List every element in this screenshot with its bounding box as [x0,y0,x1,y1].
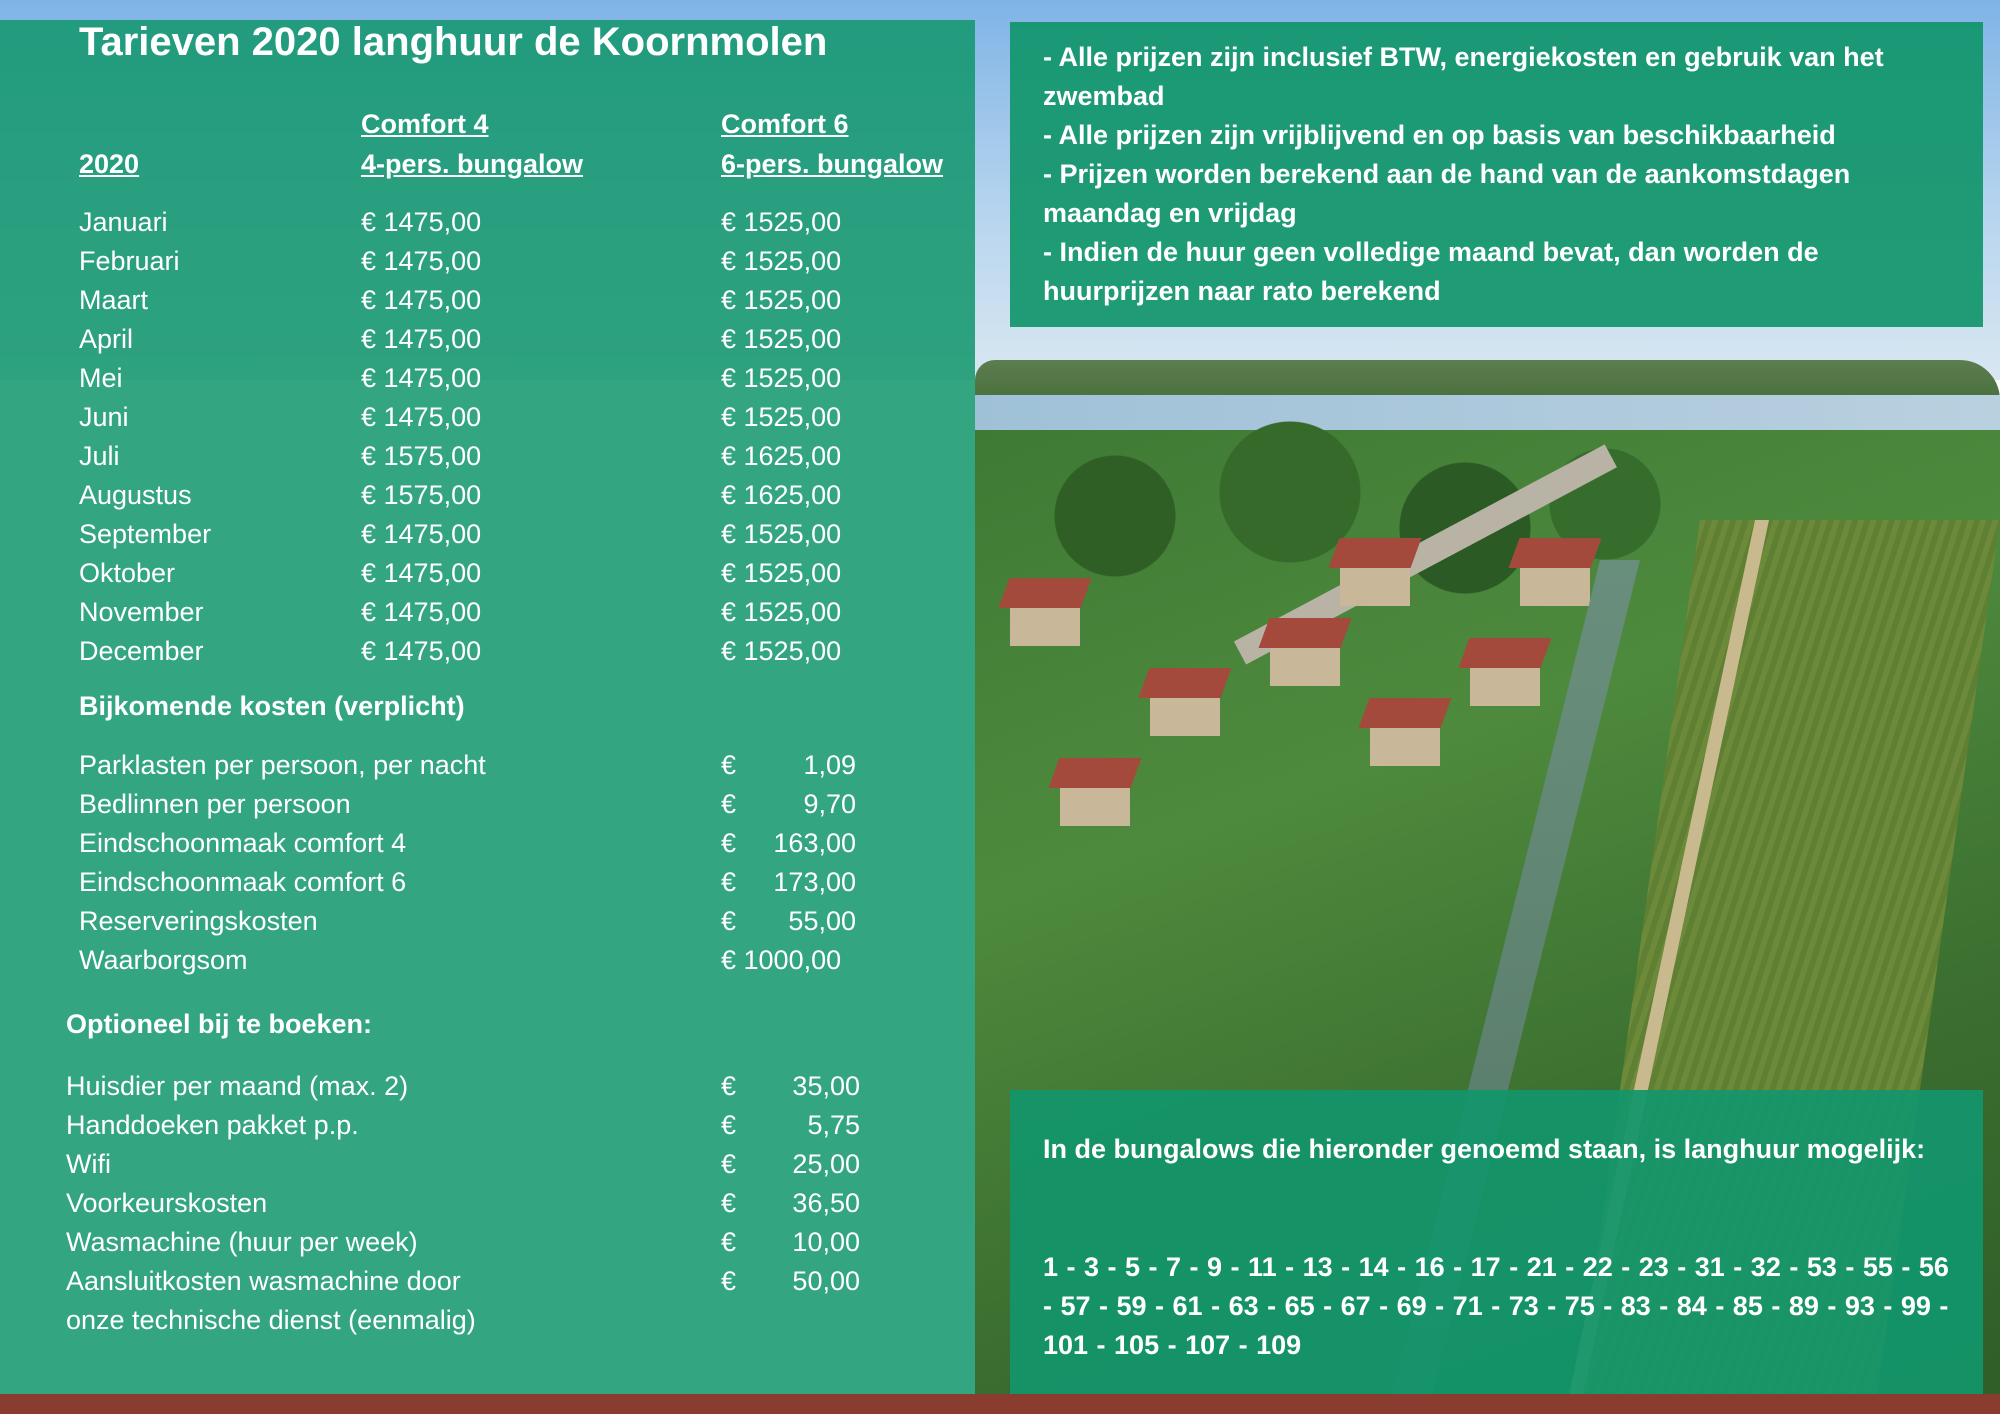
option-label: onze technische dienst (eenmalig) [66,1305,476,1335]
comfort6-price: € 1525,00 [721,285,842,315]
bungalows-intro: In de bungalows die hieronder genoemd staan, is langhuur mogelijk: [1043,1134,1926,1164]
bungalow-numbers: 1 - 3 - 5 - 7 - 9 - 11 - 13 - 14 - 16 - 17 - 21 - 22 - 23 - 31 - 32 - 53 - 55 - 56 - 57 - 59 - 61 - 63 - 65 - 67 - 69 - 71 - 73 - 75 - 83 - 84 - 85 - 89 - 93 - 99 - 101 - 105 - 107 - 109 [1043,1252,1949,1360]
month-label: December [79,636,204,666]
comfort4-price: € 1475,00 [361,246,482,276]
comfort6-price: € 1525,00 [721,246,842,276]
comfort4-price: € 1475,00 [361,636,482,666]
option-amount: 35,00 [792,1071,860,1101]
bungalow-roof [1470,660,1540,706]
comfort4-price: € 1475,00 [361,597,482,627]
option-amount: 25,00 [792,1149,860,1179]
cost-label: Waarborgsom [79,945,248,975]
bungalow-roof [1010,600,1080,646]
option-label: Huisdier per maand (max. 2) [66,1071,409,1101]
comfort6-price: € 1525,00 [721,402,842,432]
comfort6-price: € 1625,00 [721,480,842,510]
optional-heading: Optioneel bij te boeken: [66,1009,373,1039]
extra-costs-heading: Bijkomende kosten (verplicht) [79,691,465,721]
bungalow-roof [1270,640,1340,686]
comfort6-price: € 1525,00 [721,636,842,666]
notes-list [1043,38,1953,311]
note-item: - Alle prijzen zijn inclusief BTW, energiekosten en gebruik van het zwembad [1043,42,1884,111]
comfort6-price: € 1525,00 [721,597,842,627]
comfort4-price: € 1475,00 [361,207,482,237]
option-label: Handdoeken pakket p.p. [66,1110,359,1140]
cost-amount: 173,00 [773,867,856,897]
comfort6-price: € 1525,00 [721,324,842,354]
option-label: Aansluitkosten wasmachine door [66,1266,461,1296]
comfort6-price: € 1525,00 [721,558,842,588]
month-label: Juli [79,441,120,471]
comfort6-price: € 1525,00 [721,363,842,393]
option-amount: 36,50 [792,1188,860,1218]
cost-amount: 9,70 [803,789,856,819]
comfort6-header-line2: 6-pers. bungalow [721,149,944,179]
bungalow-roof [1060,780,1130,826]
bungalow-roof [1340,560,1410,606]
currency-sign: € [721,1266,737,1296]
bungalow-roof [1520,560,1590,606]
comfort4-price: € 1475,00 [361,324,482,354]
comfort4-price: € 1475,00 [361,519,482,549]
comfort4-price: € 1575,00 [361,441,482,471]
cost-amount: 55,00 [788,906,856,936]
option-amount: 10,00 [792,1227,860,1257]
comfort4-price: € 1575,00 [361,480,482,510]
currency-sign: € [721,906,737,936]
rooftops-strip [0,1394,2000,1414]
note-item: - Alle prijzen zijn vrijblijvend en op basis van beschikbaarheid [1043,120,1836,150]
month-label: April [79,324,134,354]
option-label: Wifi [66,1149,111,1179]
currency-sign: € [721,789,737,819]
cost-amount: € 1000,00 [721,945,842,975]
currency-sign: € [721,867,737,897]
price-panel [0,20,975,1394]
currency-sign: € [721,1149,737,1179]
comfort4-price: € 1475,00 [361,363,482,393]
bungalows-panel [1010,1090,1983,1394]
comfort4-header-line2: 4-pers. bungalow [361,149,584,179]
month-label: Januari [79,207,168,237]
month-label: Maart [79,285,149,315]
currency-sign: € [721,1188,737,1218]
notes-panel [1010,22,1983,327]
month-label: Februari [79,246,180,276]
comfort4-price: € 1475,00 [361,402,482,432]
cost-label: Eindschoonmaak comfort 4 [79,828,407,858]
option-amount: 50,00 [792,1266,860,1296]
cost-label: Reserveringskosten [79,906,318,936]
bungalow-roof [1370,720,1440,766]
month-label: Oktober [79,558,176,588]
cost-amount: 1,09 [803,750,856,780]
cost-label: Parklasten per persoon, per nacht [79,750,486,780]
cost-label: Eindschoonmaak comfort 6 [79,867,407,897]
comfort6-header-line1: Comfort 6 [721,109,849,139]
comfort6-price: € 1525,00 [721,519,842,549]
page-title: Tarieven 2020 langhuur de Koornmolen [79,20,828,64]
option-amount: 5,75 [807,1110,860,1140]
currency-sign: € [721,1227,737,1257]
month-label: Mei [79,363,123,393]
month-label: Juni [79,402,129,432]
currency-sign: € [721,750,737,780]
comfort4-header-line1: Comfort 4 [361,109,489,139]
year-header: 2020 [79,149,140,179]
option-label: Wasmachine (huur per week) [66,1227,418,1257]
comfort4-price: € 1475,00 [361,285,482,315]
month-label: September [79,519,212,549]
cost-amount: 163,00 [773,828,856,858]
comfort4-price: € 1475,00 [361,558,482,588]
comfort6-price: € 1525,00 [721,207,842,237]
bungalow-roof [1150,690,1220,736]
month-label: November [79,597,204,627]
comfort6-price: € 1625,00 [721,441,842,471]
cost-label: Bedlinnen per persoon [79,789,351,819]
currency-sign: € [721,828,737,858]
month-label: Augustus [79,480,192,510]
currency-sign: € [721,1110,737,1140]
note-item: - Prijzen worden berekend aan de hand van de aankomstdagen maandag en vrijdag [1043,159,1851,228]
currency-sign: € [721,1071,737,1101]
note-item: - Indien de huur geen volledige maand bevat, dan worden de huurprijzen naar rato berekend [1043,237,1819,306]
option-label: Voorkeurskosten [66,1188,268,1218]
